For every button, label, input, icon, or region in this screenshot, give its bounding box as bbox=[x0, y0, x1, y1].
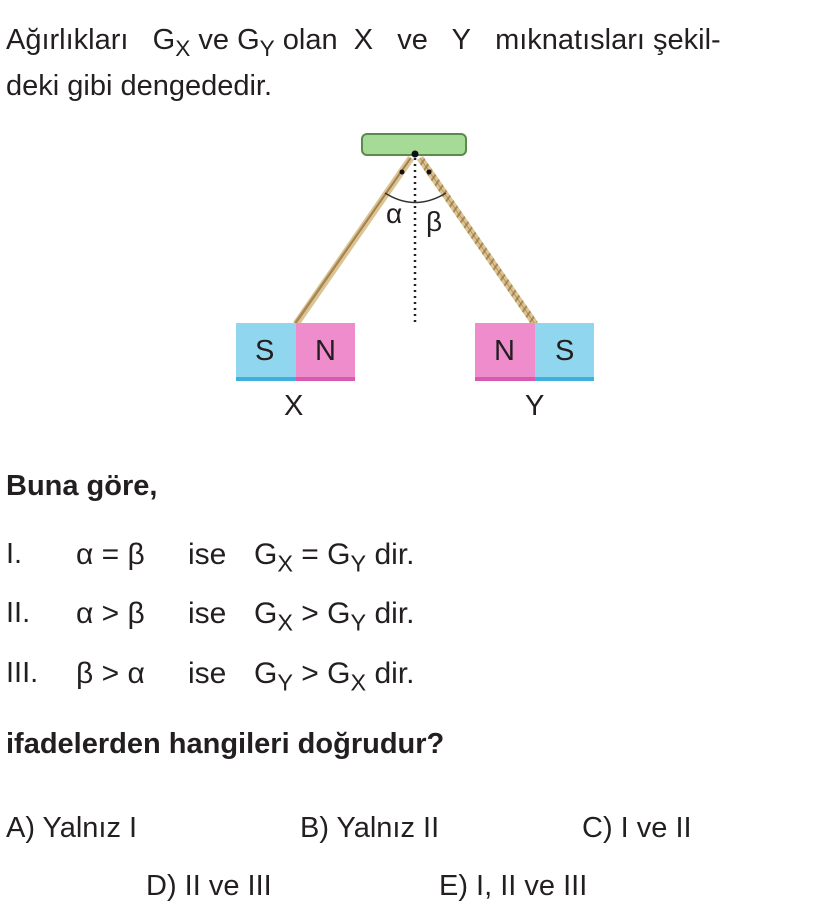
option-b[interactable]: B) Yalnız II bbox=[300, 812, 440, 844]
magnet-x-left-pole: S bbox=[255, 335, 275, 367]
subscript-y: Y bbox=[259, 36, 275, 62]
stem-word: ve bbox=[397, 24, 428, 56]
stem-word: Ağırlıkları bbox=[6, 24, 129, 56]
statement-condition: α > β bbox=[76, 597, 145, 630]
magnet-y-right-pole: S bbox=[555, 335, 575, 367]
statement-number: I. bbox=[6, 538, 23, 570]
magnet-y-label: Y bbox=[525, 390, 545, 422]
stem-line-2: deki gibi dengededir. bbox=[6, 70, 273, 102]
magnet-y-ref: Y bbox=[451, 24, 471, 56]
magnet-y bbox=[475, 323, 594, 381]
statement-ise: ise bbox=[188, 597, 227, 630]
magnet-x-right-pole: N bbox=[315, 335, 336, 367]
question-text: ifadelerden hangileri doğrudur? bbox=[6, 728, 445, 760]
g-symbol: G bbox=[152, 24, 176, 56]
option-e[interactable]: E) I, II ve III bbox=[439, 870, 588, 902]
magnet-x bbox=[236, 323, 355, 381]
statement-relation: $G_Y > G_X$ dir. bbox=[254, 657, 415, 696]
statement-ise: ise bbox=[188, 657, 227, 690]
stem-word: olan bbox=[282, 24, 338, 56]
statement-relation: $G_X = G_Y$ dir. bbox=[254, 538, 415, 577]
magnet-y-left-pole: N bbox=[494, 335, 515, 367]
statement-condition: β > α bbox=[76, 657, 145, 690]
option-a[interactable]: A) Yalnız I bbox=[6, 812, 138, 844]
stem-word: ve bbox=[198, 24, 230, 56]
statement-ise: ise bbox=[188, 538, 227, 571]
statement-number: II. bbox=[6, 597, 31, 629]
pivot-point bbox=[412, 151, 419, 158]
subscript-x: X bbox=[175, 36, 191, 62]
stem-word: mıknatısları şekil- bbox=[495, 24, 721, 56]
option-c[interactable]: C) I ve II bbox=[582, 812, 692, 844]
option-d[interactable]: D) II ve III bbox=[146, 870, 272, 902]
magnet-x-ref: X bbox=[353, 24, 374, 56]
g-symbol: G bbox=[237, 24, 260, 56]
statement-number: III. bbox=[6, 657, 39, 689]
magnet-x-label: X bbox=[284, 390, 304, 422]
statement-condition: α = β bbox=[76, 538, 145, 571]
beta-label: β bbox=[426, 206, 443, 237]
alpha-label: α bbox=[386, 198, 403, 229]
prompt-text: Buna göre, bbox=[6, 470, 158, 502]
statement-relation: $G_X > G_Y$ dir. bbox=[254, 597, 415, 636]
